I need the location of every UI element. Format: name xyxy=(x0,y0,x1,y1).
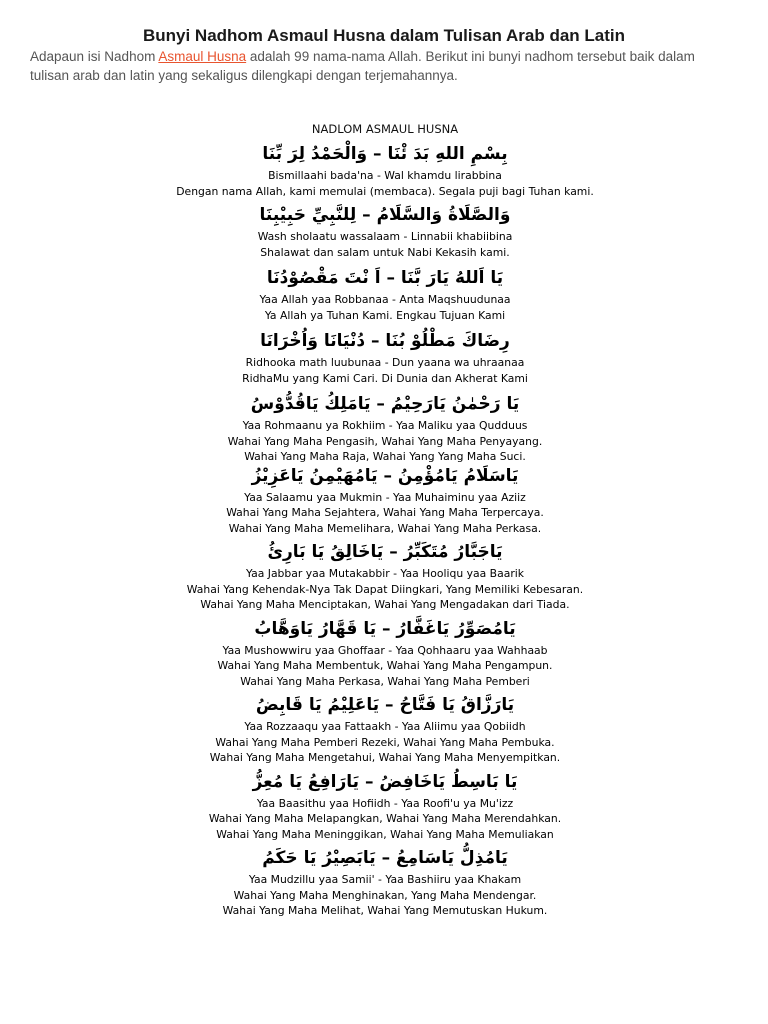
arabic-text: يَا اَللهُ يَارَ بَّنَا – اَ نْتَ مَقْصُوْدُنَا xyxy=(266,268,504,288)
nadhom-image xyxy=(80,118,690,917)
translation-line: Wahai Yang Maha Menghinakan, Yang Maha Mendengar. xyxy=(233,888,537,902)
translation-line: Wahai Yang Maha Membentuk, Wahai Yang Maha Pengampun. xyxy=(217,659,553,672)
latin-transliteration: Yaa Mudzillu yaa Samii' - Yaa Bashiiru yaa Khakam xyxy=(248,873,522,886)
translation-line: Wahai Yang Maha Meninggikan, Wahai Yang Maha Memuliakan xyxy=(216,827,554,841)
latin-transliteration: Yaa Allah yaa Robbanaa - Anta Maqshuudunaa xyxy=(259,293,511,306)
translation-line: Wahai Yang Maha Melihat, Wahai Yang Memutuskan Hukum. xyxy=(222,904,548,917)
verse-block xyxy=(80,144,690,199)
arabic-text: يَارَزَّاقُ يَا فَتَّاحُ – يَاعَلِيْمُ يَا قَابِضُ xyxy=(255,695,515,715)
verse-block xyxy=(80,695,690,766)
verse-block xyxy=(80,268,690,323)
verse-block xyxy=(80,772,690,843)
translation-line: Wahai Yang Maha Perkasa, Wahai Yang Maha Pemberi xyxy=(240,674,530,688)
translation-line: Wahai Yang Maha Melapangkan, Wahai Yang Maha Merendahkan. xyxy=(208,812,562,825)
verse-block xyxy=(80,331,690,386)
latin-transliteration: Yaa Rozzaaqu yaa Fattaakh - Yaa Aliimu yaa Qobiidh xyxy=(244,720,526,733)
latin-transliteration: Yaa Rohmaanu ya Rokhiim - Yaa Maliku yaa Qudduus xyxy=(242,419,528,432)
translation-line: Wahai Yang Maha Menciptakan, Wahai Yang Mengadakan dari Tiada. xyxy=(200,598,570,611)
verse-block xyxy=(80,619,690,690)
arabic-text: بِسْمِ اللهِ بَدَ ئْنَا – وَالْحَمْدُ لِرَ بِّنَا xyxy=(262,144,508,164)
arabic-text: يَامُصَوِّرُ يَاغَفَّارُ – يَا قَهَّارُ يَاوَهَّابُ xyxy=(254,618,516,639)
arabic-text: يَا بَاسِطُ يَاخَافِضُ – يَارَافِعُ يَا مُعِزُّ xyxy=(252,771,518,792)
arabic-text: وَالصَّلَاةُ وَالسَّلَامُ – لِلنَّبِيِّ حَبِيْبِنَا xyxy=(259,205,511,225)
arabic-text: يَامُذِلُّ يَاسَامِعُ – يَابَصِيْرُ يَا حَكَمُ xyxy=(262,848,508,868)
latin-transliteration: Yaa Jabbar yaa Mutakabbir - Yaa Hooliqu yaa Baarik xyxy=(245,567,525,580)
arabic-text: رِضَاكَ مَطْلُوْ بُنَا – دُنْيَانَا وَاُخْرَانَا xyxy=(260,331,510,351)
arabic-text: يَاجَبَّارُ مُتَكَبِّرُ – يَاخَالِقُ يَا بَارِئُ xyxy=(267,542,503,562)
intro-text-after: adalah 99 nama-nama Allah. Berikut ini bunyi nadhom tersebut baik dalam tulisan arab dan latin yang sekaligus dilengkapi dengan terjemahannya. xyxy=(30,49,695,83)
translation-line: Wahai Yang Maha Memelihara, Wahai Yang Maha Perkasa. xyxy=(228,521,542,535)
verse-block xyxy=(80,542,690,613)
translation-line: Wahai Yang Kehendak-Nya Tak Dapat Diingkari, Yang Memiliki Kebesaran. xyxy=(186,582,584,596)
verse-block xyxy=(80,394,690,465)
translation-line: Shalawat dan salam untuk Nabi Kekasih kami. xyxy=(260,245,510,259)
asmaul-husna-link[interactable]: Asmaul Husna xyxy=(158,49,247,64)
latin-transliteration: Bismillaahi bada'na - Wal khamdu lirabbina xyxy=(268,169,502,182)
translation-line: Wahai Yang Maha Sejahtera, Wahai Yang Maha Terpercaya. xyxy=(226,506,544,519)
verse-block xyxy=(80,205,690,260)
verse-block xyxy=(80,848,690,919)
latin-transliteration: Wash sholaatu wassalaam - Linnabii khabiibina xyxy=(257,230,513,243)
verse-list xyxy=(80,144,690,919)
arabic-text: يَا رَحْمٰنُ يَارَحِيْمُ – يَامَلِكُ يَاقُدُّوْسُ xyxy=(250,394,520,414)
translation-line: Ya Allah ya Tuhan Kami. Engkau Tujuan Kami xyxy=(264,308,506,322)
page-title: Bunyi Nadhom Asmaul Husna dalam Tulisan Arab dan Latin xyxy=(142,26,626,45)
latin-transliteration: Yaa Mushowwiru yaa Ghoffaar - Yaa Qohhaaru yaa Wahhaab xyxy=(222,643,548,657)
translation-line: RidhaMu yang Kami Cari. Di Dunia dan Akherat Kami xyxy=(242,371,528,385)
translation-line: Wahai Yang Maha Pemberi Rezeki, Wahai Yang Maha Pembuka. xyxy=(215,735,555,749)
translation-line: Wahai Yang Maha Pengasih, Wahai Yang Maha Penyayang. xyxy=(227,434,543,448)
arabic-text: يَاسَلَامُ يَامُؤْمِنُ – يَامُهَيْمِنُ يَاعَزِيْزُ xyxy=(251,465,519,486)
translation-line: Dengan nama Allah, kami memulai (membaca). Segala puji bagi Tuhan kami. xyxy=(176,184,594,198)
intro-text-before: Adapaun isi Nadhom xyxy=(30,49,159,64)
translation-line: Wahai Yang Maha Mengetahui, Wahai Yang Maha Menyempitkan. xyxy=(209,751,561,764)
image-heading: NADLOM ASMAUL HUSNA xyxy=(311,122,459,136)
latin-transliteration: Ridhooka math luubunaa - Dun yaana wa uhraanaa xyxy=(245,356,525,369)
intro-paragraph xyxy=(30,47,735,85)
latin-transliteration: Yaa Salaamu yaa Mukmin - Yaa Muhaiminu yaa Aziiz xyxy=(244,490,526,504)
translation-line: Wahai Yang Maha Raja, Wahai Yang Yang Maha Suci. xyxy=(244,450,526,463)
latin-transliteration: Yaa Baasithu yaa Hofiidh - Yaa Roofi'u ya Mu'izz xyxy=(256,796,514,810)
verse-block xyxy=(80,466,690,537)
